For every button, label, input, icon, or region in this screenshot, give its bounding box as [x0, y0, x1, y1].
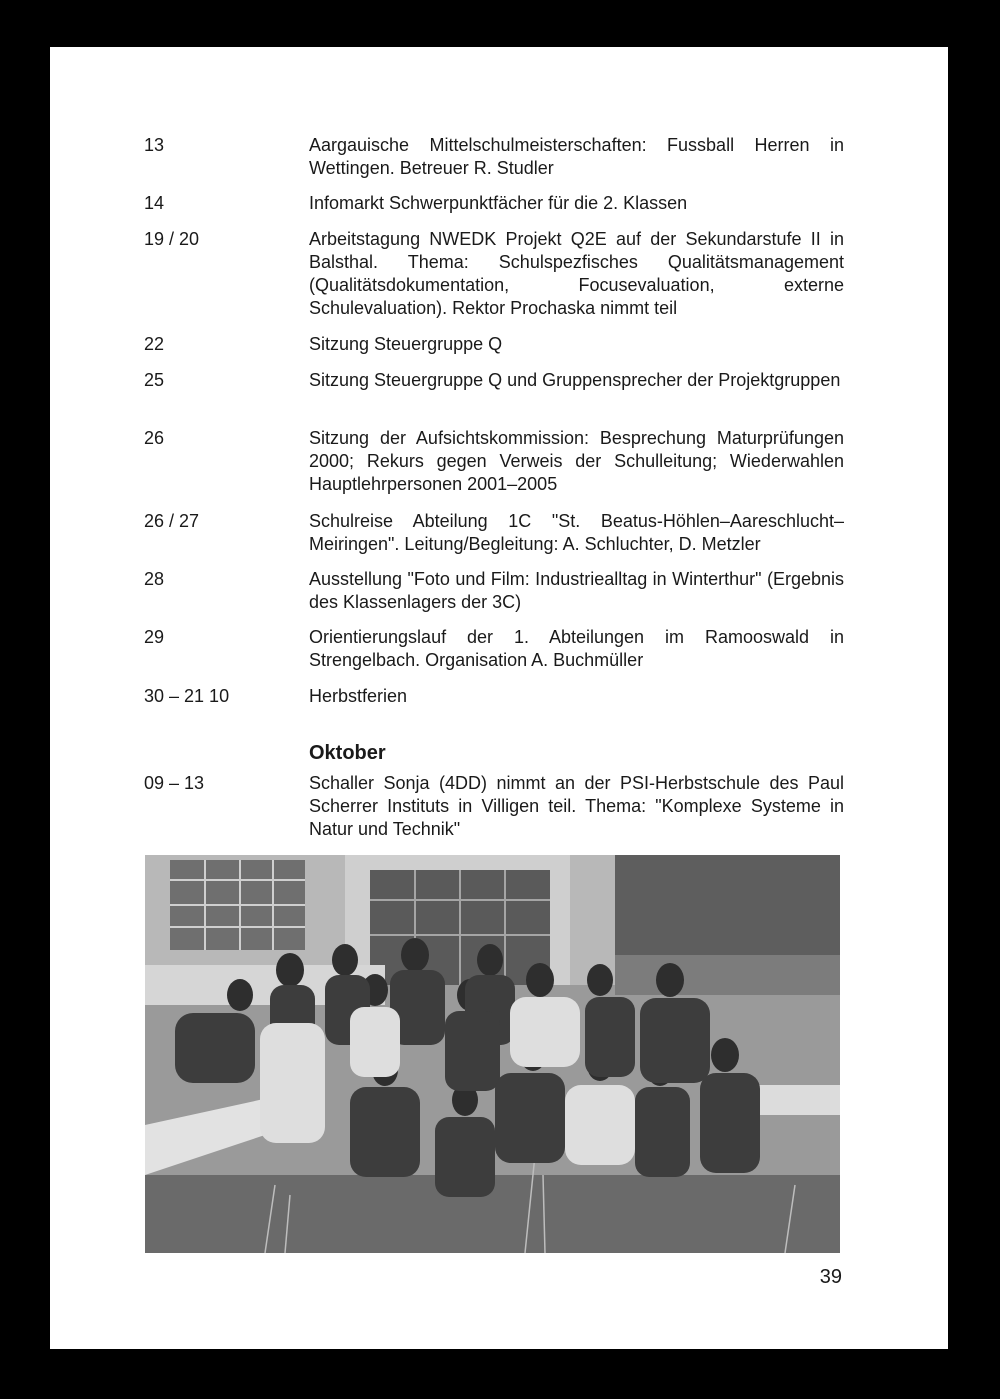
entry-text: Orientierungslauf der 1. Abteilungen im Ramooswald in Strengelbach. Organisation A. Buchmüller [309, 627, 844, 670]
entry-date: 22 [144, 334, 165, 354]
entry-date: 19 / 20 [144, 229, 200, 249]
entry-date: 25 [144, 370, 165, 390]
page-number: 39 [819, 1266, 842, 1288]
document-page [50, 47, 948, 1349]
entry-date: 26 / 27 [144, 511, 200, 531]
entry-text: Sitzung Steuergruppe Q und Gruppensprecher der Projektgruppen [309, 370, 841, 390]
month-heading: Oktober [309, 742, 386, 764]
entry-text: Arbeitstagung NWEDK Projekt Q2E auf der Sekundarstufe II in Balsthal. Thema: Schulspezfisches Qualitätsmanagement (Qualitätsdokumentation, Focusevaluation, externe Schulevaluation). Rektor Prochaska nimmt teil [309, 229, 844, 318]
entry-date: 26 [144, 428, 165, 448]
entry-date: 30 – 21 10 [144, 686, 230, 706]
entry-text: Aargauische Mittelschulmeisterschaften: Fussball Herren in Wettingen. Betreuer R. Studler [309, 135, 844, 178]
entry-text: Sitzung Steuergruppe Q [309, 334, 503, 354]
entry-text: Sitzung der Aufsichtskommission: Besprechung Maturprüfungen 2000; Rekurs gegen Verweis der Schulleitung; Wiederwahlen Hauptlehrpersonen 2001–2005 [309, 428, 844, 494]
group-photo [145, 855, 840, 1253]
entry-text: Herbstferien [309, 686, 408, 706]
entry-date: 13 [144, 135, 165, 155]
entry-date: 29 [144, 627, 165, 647]
entry-text: Infomarkt Schwerpunktfächer für die 2. Klassen [309, 193, 688, 213]
entry-text: Schaller Sonja (4DD) nimmt an der PSI-Herbstschule des Paul Scherrer Instituts in Villigen teil. Thema: "Komplexe Systeme in Natur und Technik" [309, 773, 844, 839]
group-photo-illustration [145, 855, 840, 1253]
entry-date: 14 [144, 193, 165, 213]
entry-date: 28 [144, 569, 165, 589]
entry-date: 09 – 13 [144, 773, 205, 793]
entry-text: Ausstellung "Foto und Film: Industriealltag in Winterthur" (Ergebnis des Klassenlagers der 3C) [309, 569, 844, 612]
entry-text: Schulreise Abteilung 1C "St. Beatus-Höhlen–Aareschlucht–Meiringen". Leitung/Begleitung: A. Schluchter, D. Metzler [309, 511, 844, 554]
